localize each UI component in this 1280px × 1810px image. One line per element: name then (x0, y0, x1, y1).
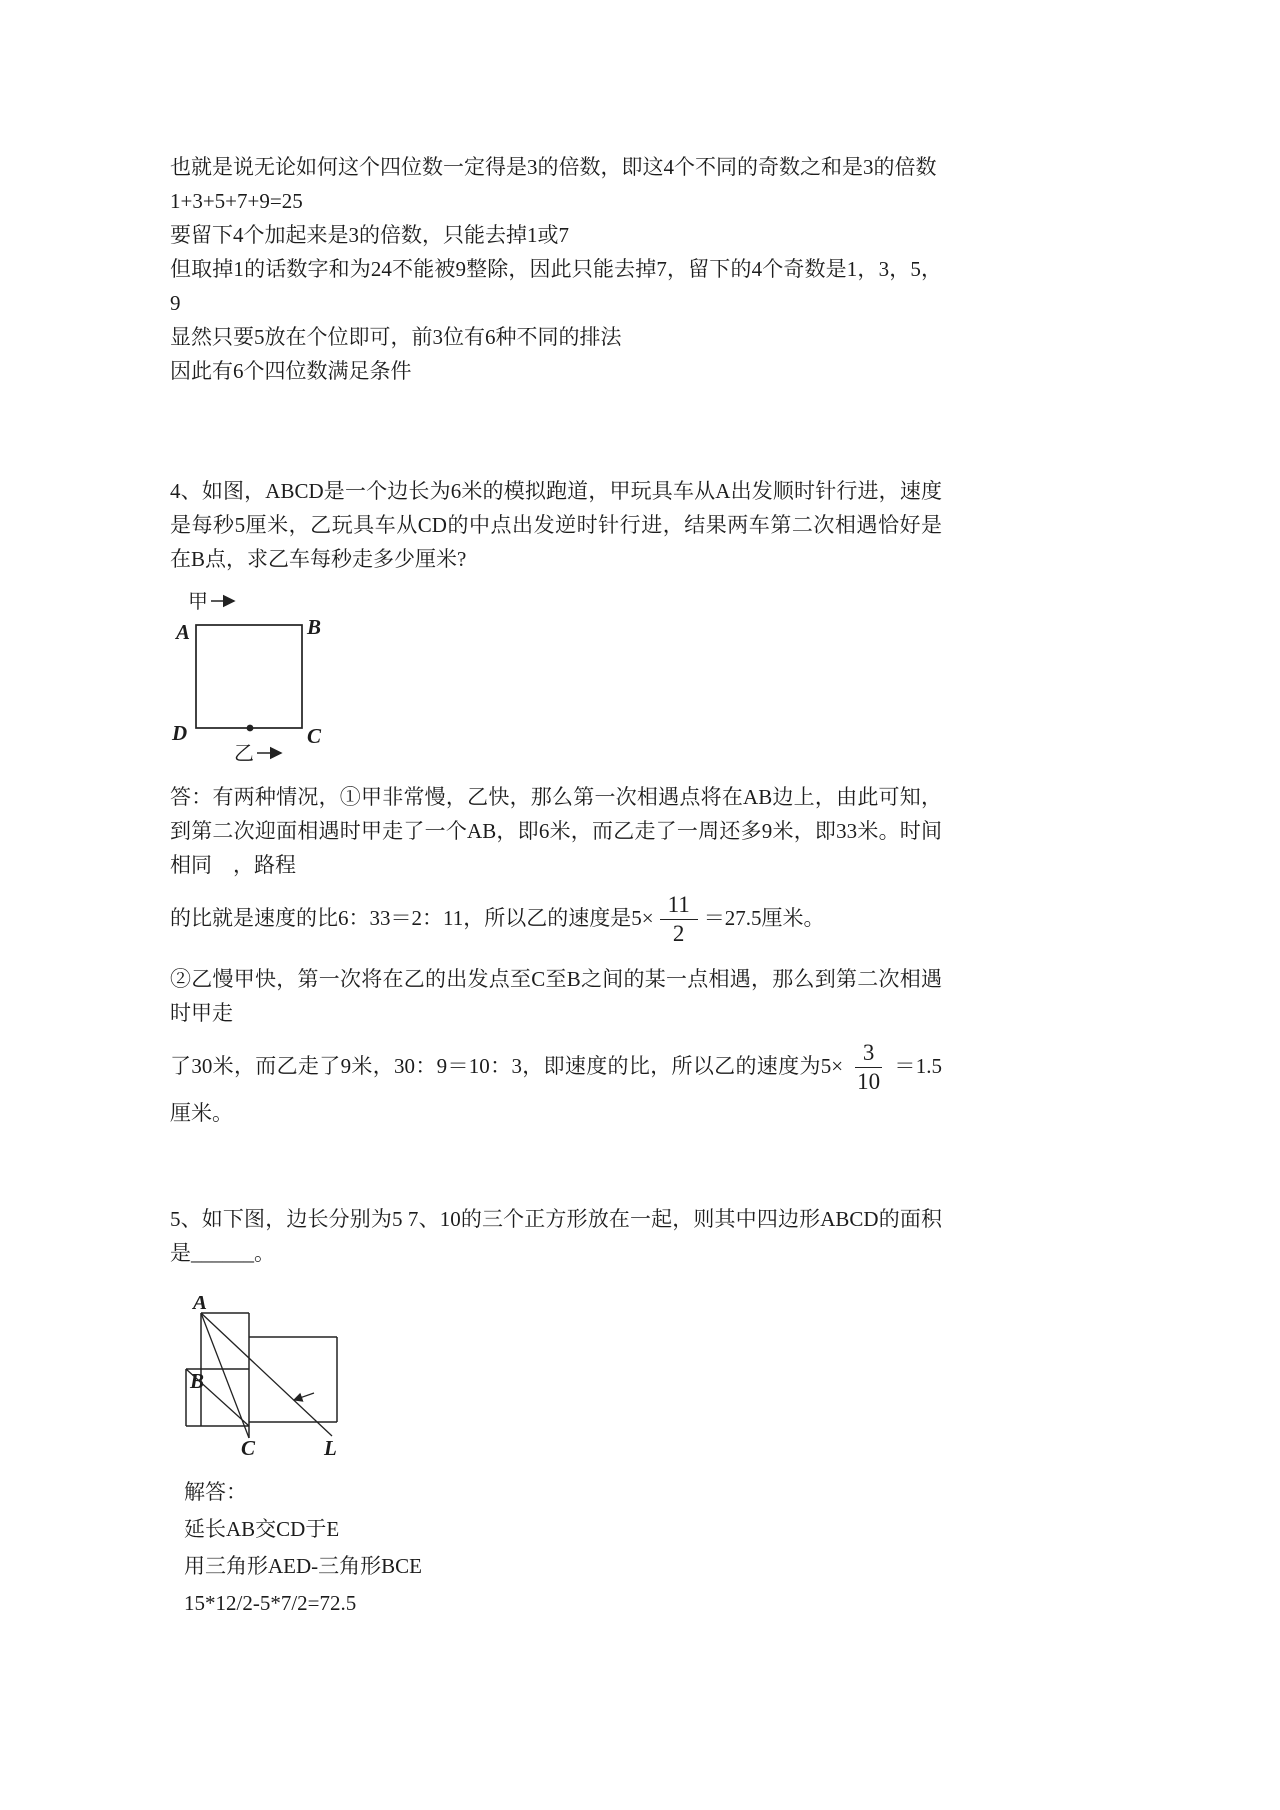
diagonal-b-to-c (186, 1369, 249, 1426)
corner-d-label: D (172, 721, 188, 745)
solution-line: 15*12/2-5*7/2=72.5 (184, 1590, 357, 1615)
q4-answer-part3: ②乙慢甲快，第一次将在乙的出发点至C至B之间的某一点相遇，那么到第二次相遇时甲走 (170, 966, 942, 1025)
car1-label: 甲 (188, 591, 208, 613)
intro-line: 也就是说无论如何这个四位数一定得是3的倍数，即这4个不同的奇数之和是3的倍数 (170, 155, 937, 179)
q4-answer-part4-suffix: ＝1.5厘米。 (170, 1053, 943, 1125)
point-a-label: A (193, 1295, 208, 1314)
fraction-denominator: 10 (857, 1069, 881, 1095)
fraction-11-over-2 (660, 892, 698, 948)
fraction-3-over-10 (849, 1040, 888, 1096)
q4-answer-part2 (170, 892, 942, 948)
point-b-label: B (190, 1368, 205, 1393)
q4-answer-part1: 答：有两种情况，①甲非常慢，乙快，那么第一次相遇点将在AB边上，由此可知，到第二次迎面相遇时甲走了一个AB，即6米，而乙走了一周还多9米，即33米。时间相同 ，路程 (170, 785, 942, 877)
fraction-denominator: 2 (672, 921, 685, 947)
q4-answer-part2-suffix: ＝27.5厘米。 (703, 905, 825, 930)
intro-line: 但取掉1的话数字和为24不能被9整除，因此只能去掉7，留下的4个奇数是1，3，5，9 (170, 257, 942, 315)
q5-squares-diagram (174, 1296, 359, 1458)
annotation-arrow-icon (294, 1393, 314, 1400)
q5-solution (184, 1474, 942, 1622)
intro-line: 因此有6个四位数满足条件 (170, 359, 412, 383)
q4-answer-part2-prefix: 的比就是速度的比6：33＝2：11，所以乙的速度是5× (170, 905, 654, 930)
fraction-numerator: 11 (660, 892, 698, 920)
track-square (196, 625, 302, 728)
diagonal-a-to-l (201, 1313, 332, 1436)
intro-paragraph (170, 150, 942, 388)
solution-line: 用三角形AED-三角形BCE (184, 1553, 422, 1578)
question-4-text: 4、如图，ABCD是一个边长为6米的模拟跑道，甲玩具车从A出发顺时针行进，速度是每秒5厘米，乙玩具车从CD的中点出发逆时针行进，结果两车第二次相遇恰好是在B点，求乙车每秒走多少厘米? (170, 479, 942, 571)
solution-line: 解答： (184, 1479, 247, 1504)
point-c-label: C (241, 1435, 256, 1458)
q4-answer-part4-prefix: 了30米，而乙走了9米，30：9＝10：3，即速度的比，所以乙的速度为5× (170, 1053, 844, 1078)
intro-line: 1+3+5+7+9=25 (170, 189, 303, 213)
question-5-text: 5、如下图，边长分别为5 7、10的三个正方形放在一起，则其中四边形ABCD的面积是______。 (170, 1206, 942, 1265)
solution-line: 延长AB交CD于E (184, 1516, 340, 1541)
corner-b-label: B (307, 615, 322, 639)
midpoint-dot (247, 725, 254, 732)
car2-label: 乙 (234, 743, 254, 765)
fraction-numerator: 3 (855, 1040, 883, 1068)
intro-line: 要留下4个加起来是3的倍数，只能去掉1或7 (170, 223, 569, 247)
corner-c-label: C (307, 724, 322, 748)
point-l-label: L (324, 1435, 337, 1458)
intro-line: 显然只要5放在个位即可，前3位有6种不同的排法 (170, 325, 622, 349)
q4-answer-part4 (170, 1040, 942, 1130)
q4-track-diagram (168, 588, 343, 766)
document-content (170, 150, 942, 1622)
corner-a-label: A (176, 620, 191, 644)
question-4-section (170, 474, 942, 1130)
question-5-section (170, 1202, 942, 1622)
